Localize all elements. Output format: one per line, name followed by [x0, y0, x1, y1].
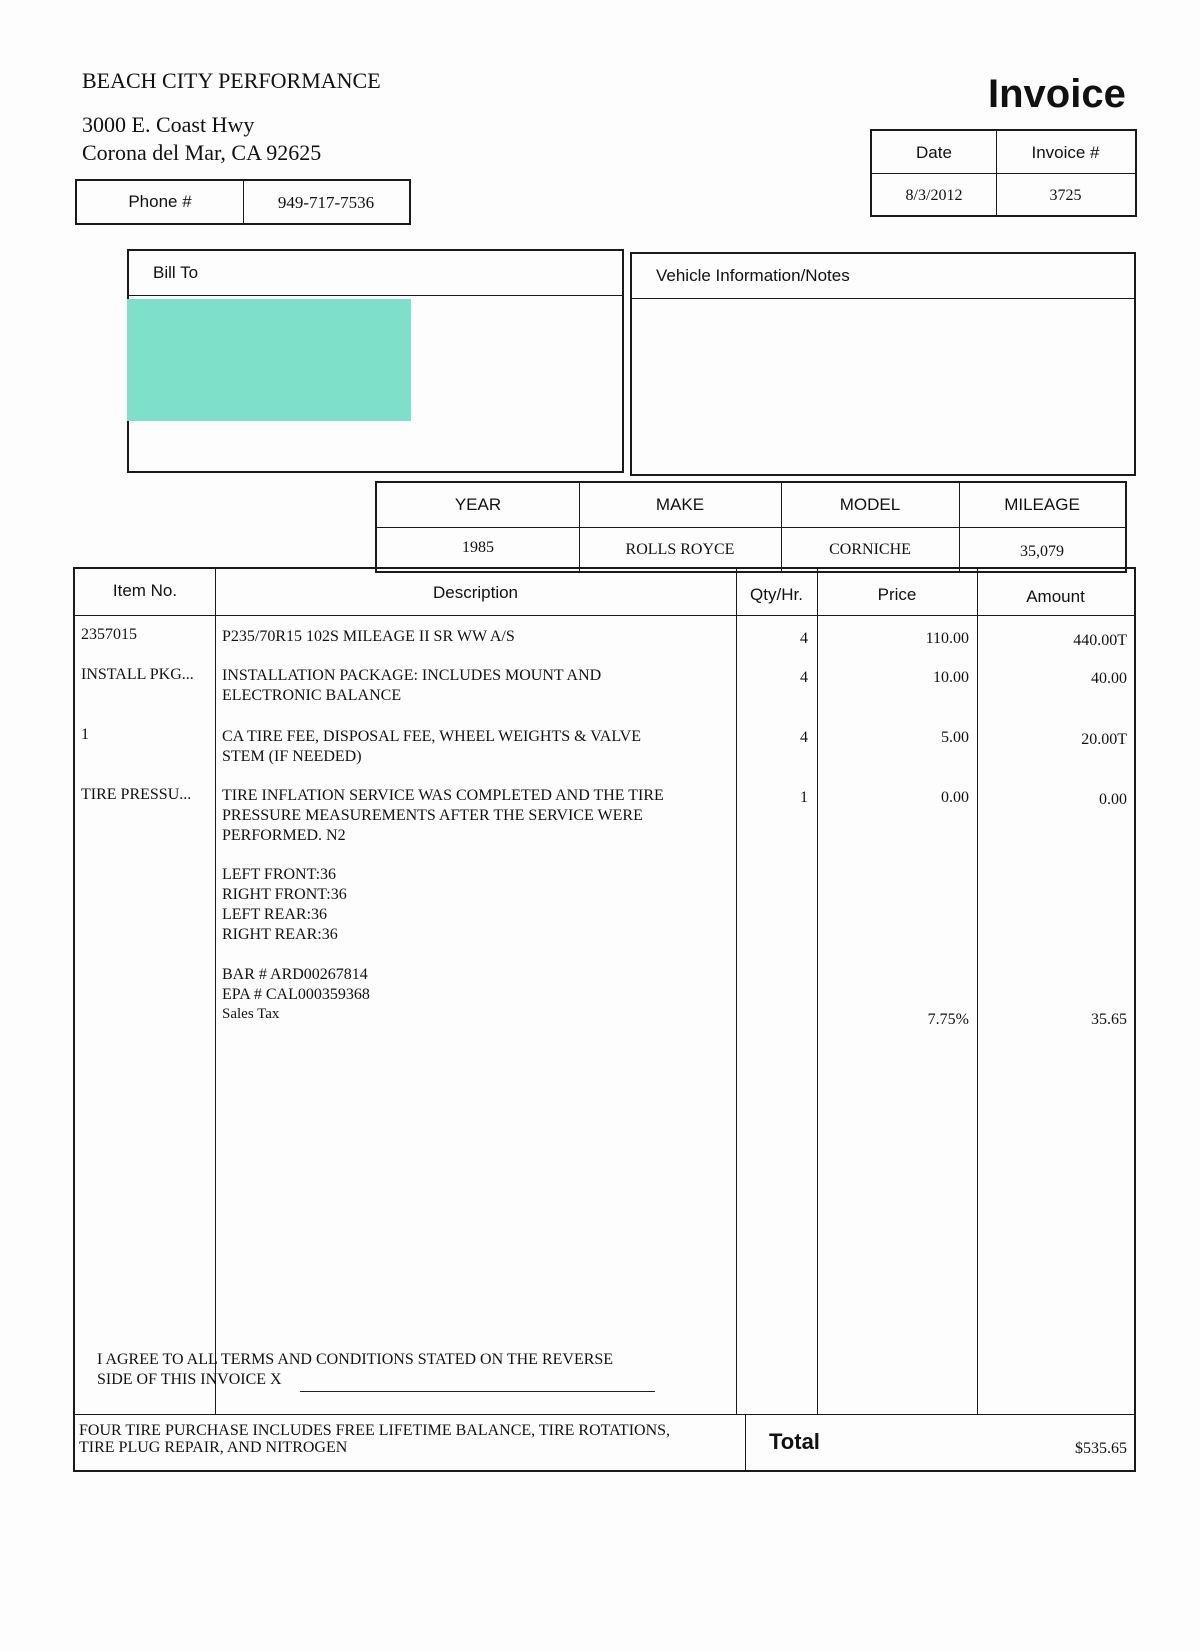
phone-label: Phone # [128, 192, 192, 211]
footer-note-line2: TIRE PLUG REPAIR, AND NITROGEN [79, 1439, 348, 1456]
row-description-line2: ELECTRONIC BALANCE [222, 687, 402, 704]
row-amount: 0.00 [1099, 791, 1127, 808]
invoice-date: 8/3/2012 [905, 187, 963, 204]
total-label: Total [769, 1429, 820, 1454]
row-item: 1 [81, 726, 89, 743]
footer-note-line1: FOUR TIRE PURCHASE INCLUDES FREE LIFETIME BALANCE, TIRE ROTATIONS, [79, 1422, 671, 1439]
row-price: 10.00 [933, 669, 969, 686]
make-label: MAKE [655, 495, 705, 514]
company-address-line1: 3000 E. Coast Hwy [82, 112, 255, 137]
epa-number: EPA # CAL000359368 [222, 986, 370, 1003]
amount-header: Amount [1026, 587, 1085, 606]
vehicle-table [375, 481, 1127, 573]
invoice-number-label: Invoice # [1031, 143, 1100, 162]
row-qty: 4 [800, 669, 808, 686]
row-description-line2: PRESSURE MEASUREMENTS AFTER THE SERVICE WERE [222, 807, 643, 824]
vehicle-year: 1985 [462, 539, 494, 556]
vehicle-notes-label: Vehicle Information/Notes [656, 266, 850, 285]
pressure-right-rear: RIGHT REAR:36 [222, 926, 338, 943]
row-price: 5.00 [941, 729, 969, 746]
bar-number: BAR # ARD00267814 [222, 966, 368, 983]
sales-tax-label: Sales Tax [222, 1006, 280, 1022]
row-qty: 4 [800, 630, 808, 647]
company-name: BEACH CITY PERFORMANCE [82, 68, 381, 93]
phone-box [75, 179, 411, 225]
redaction-patch [127, 299, 411, 421]
row-amount: 40.00 [1091, 670, 1127, 687]
signature-line[interactable] [300, 1391, 655, 1392]
row-item: 2357015 [81, 626, 137, 643]
row-qty: 1 [800, 789, 808, 806]
row-item: INSTALL PKG... [81, 666, 194, 683]
total-amount: $535.65 [1075, 1440, 1127, 1457]
row-price: 110.00 [925, 630, 969, 647]
row-price: 0.00 [941, 789, 969, 806]
row-description-line2: STEM (IF NEEDED) [222, 748, 362, 765]
date-label: Date [916, 143, 952, 162]
line-items-table [73, 567, 1136, 1472]
year-label: YEAR [454, 495, 502, 514]
model-label: MODEL [839, 495, 901, 514]
price-header: Price [877, 585, 917, 604]
pressure-left-rear: LEFT REAR:36 [222, 906, 328, 923]
company-address-line2: Corona del Mar, CA 92625 [82, 140, 322, 165]
vehicle-make: ROLLS ROYCE [625, 541, 735, 558]
row-description: P235/70R15 102S MILEAGE II SR WW A/S [222, 628, 515, 645]
vehicle-mileage: 35,079 [1020, 543, 1064, 560]
row-amount: 440.00T [1073, 632, 1127, 649]
row-description-line3: PERFORMED. N2 [222, 827, 346, 844]
agreement-line2: SIDE OF THIS INVOICE X [97, 1371, 282, 1388]
pressure-right-front: RIGHT FRONT:36 [222, 886, 347, 903]
pressure-left-front: LEFT FRONT:36 [222, 866, 337, 883]
date-invoice-box [870, 129, 1137, 217]
qty-header: Qty/Hr. [750, 585, 803, 604]
vehicle-model: CORNICHE [829, 541, 911, 558]
sales-tax-amount: 35.65 [1091, 1011, 1127, 1028]
item-no-header: Item No. [112, 581, 178, 600]
phone-number: 949-717-7536 [277, 193, 375, 212]
row-item: TIRE PRESSU... [81, 786, 192, 803]
row-description-line1: TIRE INFLATION SERVICE WAS COMPLETED AND THE TIRE [222, 787, 664, 804]
agreement-line1: I AGREE TO ALL TERMS AND CONDITIONS STATED ON THE REVERSE [97, 1351, 614, 1368]
row-amount: 20.00T [1081, 731, 1127, 748]
row-qty: 4 [800, 729, 808, 746]
sales-tax-rate: 7.75% [927, 1011, 969, 1028]
bill-to-label: Bill To [153, 263, 199, 282]
mileage-label: MILEAGE [1004, 495, 1080, 514]
row-description-line1: INSTALLATION PACKAGE: INCLUDES MOUNT AND [222, 667, 602, 684]
invoice-title: Invoice [988, 72, 1126, 116]
invoice-number: 3725 [1049, 187, 1082, 204]
bill-to-box [127, 249, 624, 473]
description-header: Description [432, 583, 519, 602]
vehicle-notes-box [630, 252, 1136, 476]
row-description-line1: CA TIRE FEE, DISPOSAL FEE, WHEEL WEIGHTS & VALVE [222, 728, 641, 745]
